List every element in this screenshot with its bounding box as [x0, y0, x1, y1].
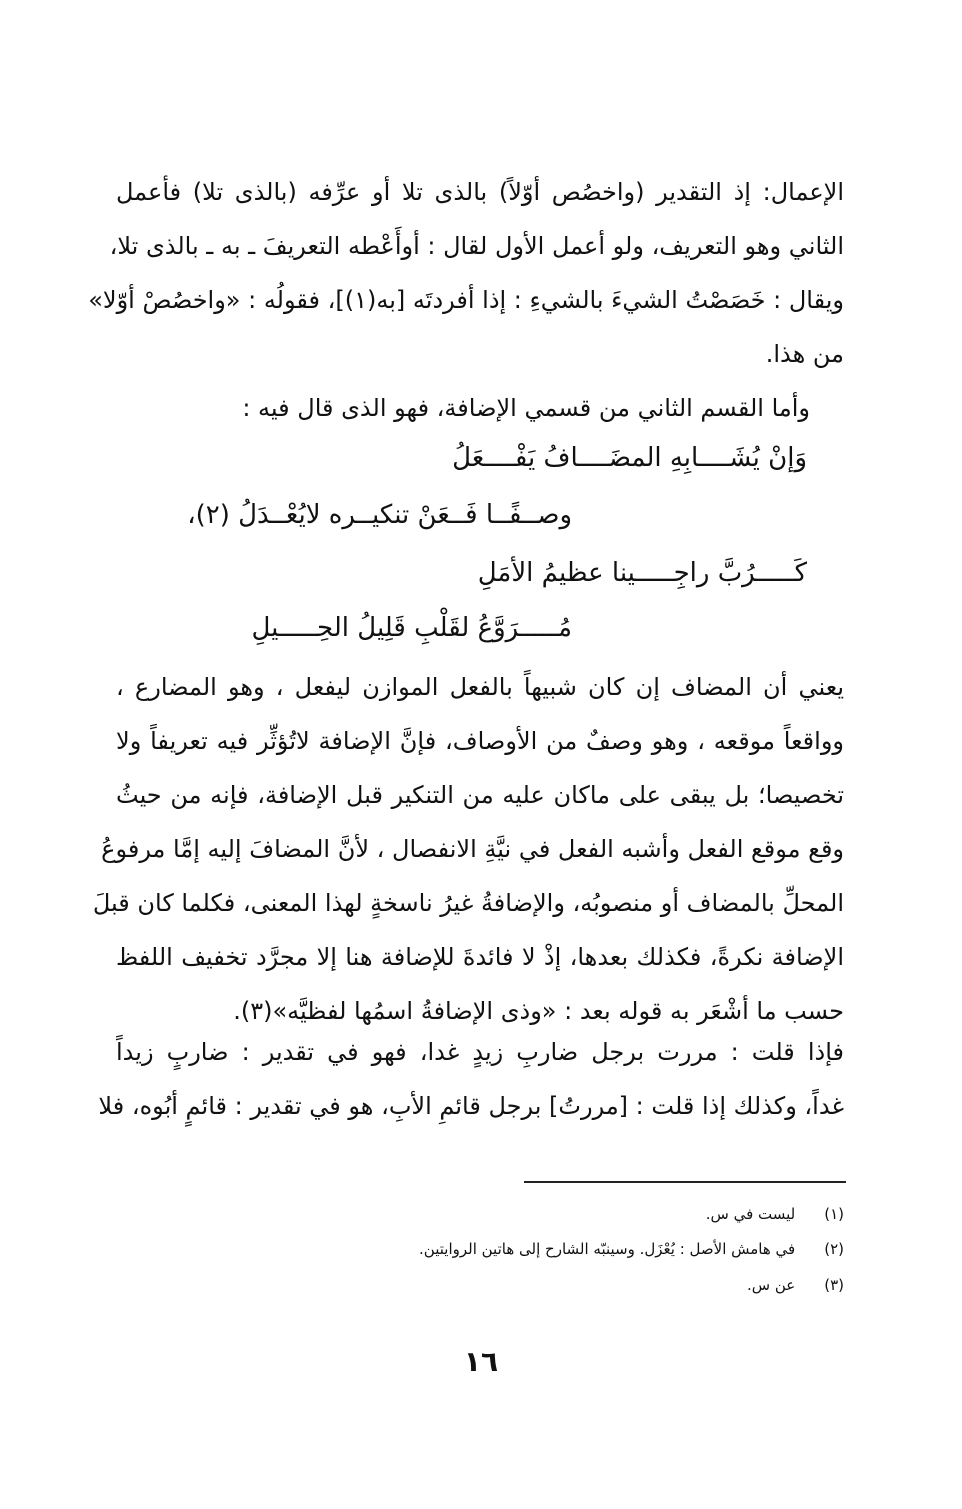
- verse-line-4: مُـــــرَوَّعُ لقَلْبِ قَلِيلُ الحِـــــيلِ: [251, 613, 572, 643]
- text-line: تخصيصا؛ بل يبقى على ماكان عليه من التنكير قبل الإضافة، فإنه من حيثُ: [116, 781, 844, 809]
- footnote-number: (٣): [824, 1276, 844, 1294]
- text-line: الإعمال: إذ التقدير (واخصُص أوّلاً) بالذى تلا أو عرِّفه (بالذى تلا) فأعمل: [116, 178, 844, 206]
- text-line: غداً، وكذلك إذا قلت : [مررتُ] برجل قائمِ الأبِ، هو في تقدير : قائمٍ أبُوه، فلا: [98, 1092, 844, 1120]
- footnote-text: ليست في س.: [705, 1205, 796, 1223]
- text-line: الإضافة نكرةً، فكذلك بعدها، إذْ لا فائدةَ للإضافة هنا إلا مجرَّد تخفيف اللفظ: [116, 943, 844, 971]
- verse-line-2: وصــفًــا فَــعَنْ تنكيــره لايُعْــدَلُ (٢)،: [187, 500, 572, 530]
- text-line: يعني أن المضاف إن كان شبيهاً بالفعل الموازن ليفعل ، وهو المضارع ،: [116, 673, 844, 701]
- paragraph-2: [116, 381, 810, 435]
- verse-line-3: كَـــــرُبَّ راجِـــــينا عظيمُ الأمَلِ: [477, 558, 807, 588]
- text-line: من هذا.: [765, 340, 844, 368]
- text-line: وقع موقع الفعل وأشبه الفعل في نيَّةِ الانفصال ، لأنَّ المضافَ إليه إمَّا مرفوعُ: [101, 835, 844, 863]
- paragraph-4: [98, 1025, 844, 1133]
- footnote-text: في هامش الأصل : يُعْزَل. وسينبّه الشارح إلى هاتين الروايتين.: [419, 1240, 796, 1258]
- footnote-3: [747, 1274, 844, 1296]
- text-line: وأما القسم الثاني من قسمي الإضافة، فهو الذى قال فيه :: [242, 394, 810, 422]
- verse-line-1: وَإنْ يُشَــــابِهِ المضَــــافُ يَفْــــعَلُ: [452, 443, 807, 473]
- text-line: الثاني وهو التعريف، ولو أعمل الأول لقال : أوأَعْطه التعريفَ ـ به ـ بالذى تلا،: [109, 232, 844, 260]
- paragraph-1: [88, 165, 844, 381]
- footnote-number: (١): [824, 1205, 844, 1223]
- text-line: حسب ما أشْعَر به قوله بعد : «وذى الإضافةُ اسمُها لفظيَّه»(٣).: [233, 997, 844, 1025]
- footnote-number: (٢): [824, 1240, 844, 1258]
- footnote-text: عن س.: [747, 1276, 796, 1294]
- footnote-2: [419, 1238, 844, 1260]
- page-number: ١٦: [463, 1345, 499, 1378]
- footnote-1: [706, 1203, 844, 1225]
- text-line: المحلِّ بالمضاف أو منصوبُه، والإضافةُ غيرُ ناسخةٍ لهذا المعنى، فكلما كان قبلَ: [92, 889, 844, 917]
- footnote-separator: [524, 1181, 846, 1183]
- paragraph-3: [92, 660, 844, 1038]
- text-line: وواقعاً موقعه ، وهو وصفٌ من الأوصاف، فإنَّ الإضافة لاتُؤثِّر فيه تعريفاً ولا: [116, 727, 844, 755]
- text-line: فإذا قلت : مررت برجل ضاربِ زيدٍ غدا، فهو في تقدير : ضاربٍ زيداً: [116, 1038, 844, 1066]
- text-line: ويقال : خَصَصْتُ الشيءَ بالشيءِ : إذا أفردتَه [به(١)]، فقولُه : «واخصُصْ أوّلا»: [88, 286, 844, 314]
